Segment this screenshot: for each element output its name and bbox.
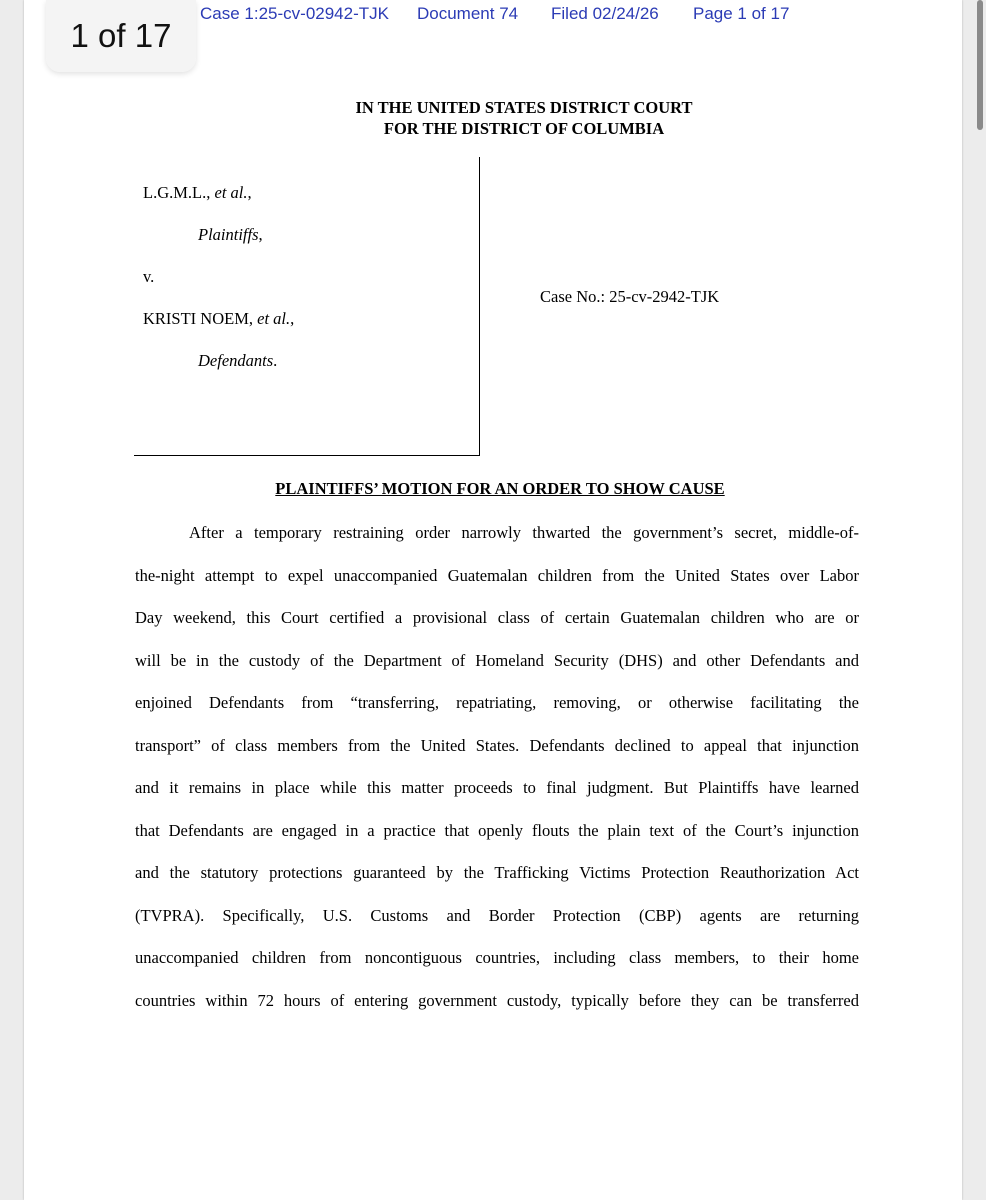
body-line: and the statutory protections guaranteed by the Trafficking Victims Protection Reauthorization Act (135, 863, 859, 882)
body-line: unaccompanied children from noncontiguous countries, including class members, to their home (135, 948, 859, 967)
plaintiff-comma: , (247, 183, 252, 202)
defendants-role-period: . (273, 351, 278, 370)
caption-versus: v. (143, 267, 155, 286)
court-heading (24, 97, 986, 139)
court-heading-line-1: IN THE UNITED STATES DISTRICT COURT (355, 98, 693, 117)
document-page (24, 0, 962, 1200)
motion-title: PLAINTIFFS’ MOTION FOR AN ORDER TO SHOW CAUSE (275, 479, 725, 498)
motion-body (135, 512, 859, 1022)
caption-plaintiff (143, 183, 252, 203)
plaintiffs-role-label: Plaintiffs (198, 225, 259, 244)
defendant-et-al: et al. (257, 309, 291, 328)
plaintiffs-role-comma: , (258, 225, 263, 244)
defendant-comma: , (290, 309, 295, 328)
ecf-page-number: Page 1 of 17 (693, 4, 790, 23)
caption-plaintiffs-role (198, 225, 263, 245)
defendant-name: KRISTI NOEM, (143, 309, 258, 328)
ecf-document-number: Document 74 (417, 4, 519, 23)
plaintiff-name: L.G.M.L., (143, 183, 215, 202)
court-heading-line-2: FOR THE DISTRICT OF COLUMBIA (383, 119, 665, 138)
plaintiff-et-al: et al. (214, 183, 248, 202)
ecf-filed-date: Filed 02/24/26 (551, 4, 659, 23)
body-line: (TVPRA). Specifically, U.S. Customs and Border Protection (CBP) agents are returning (135, 905, 859, 925)
case-caption-box (134, 157, 480, 456)
page-counter-badge: 1 of 17 (46, 0, 196, 72)
body-line: the-night attempt to expel unaccompanied Guatemalan children from the United States over Labor (135, 565, 859, 585)
body-line: enjoined Defendants from “transferring, repatriating, removing, or otherwise facilitating the (135, 693, 859, 712)
defendants-role-label: Defendants (198, 351, 274, 370)
body-line: that Defendants are engaged in a practice that openly flouts the plain text of the Court’s injunction (135, 820, 859, 840)
body-line: countries within 72 hours of entering government custody, typically before they can be transferred (135, 990, 859, 1010)
body-line: and it remains in place while this matter proceeds to final judgment. But Plaintiffs have learned (135, 778, 859, 797)
body-line: will be in the custody of the Department of Homeland Security (DHS) and other Defendants and (135, 650, 859, 670)
caption-defendant (143, 309, 294, 329)
caption-defendants-role (198, 351, 277, 371)
ecf-case-number: Case 1:25-cv-02942-TJK (200, 4, 389, 23)
case-number: Case No.: 25-cv-2942-TJK (540, 287, 720, 306)
body-line: After a temporary restraining order narrowly thwarted the government’s secret, middle-of- (189, 523, 859, 542)
body-line: Day weekend, this Court certified a provisional class of certain Guatemalan children who are or (135, 608, 859, 627)
vertical-scrollbar[interactable] (977, 0, 983, 130)
body-line: transport” of class members from the United States. Defendants declined to appeal that injunction (135, 735, 859, 755)
